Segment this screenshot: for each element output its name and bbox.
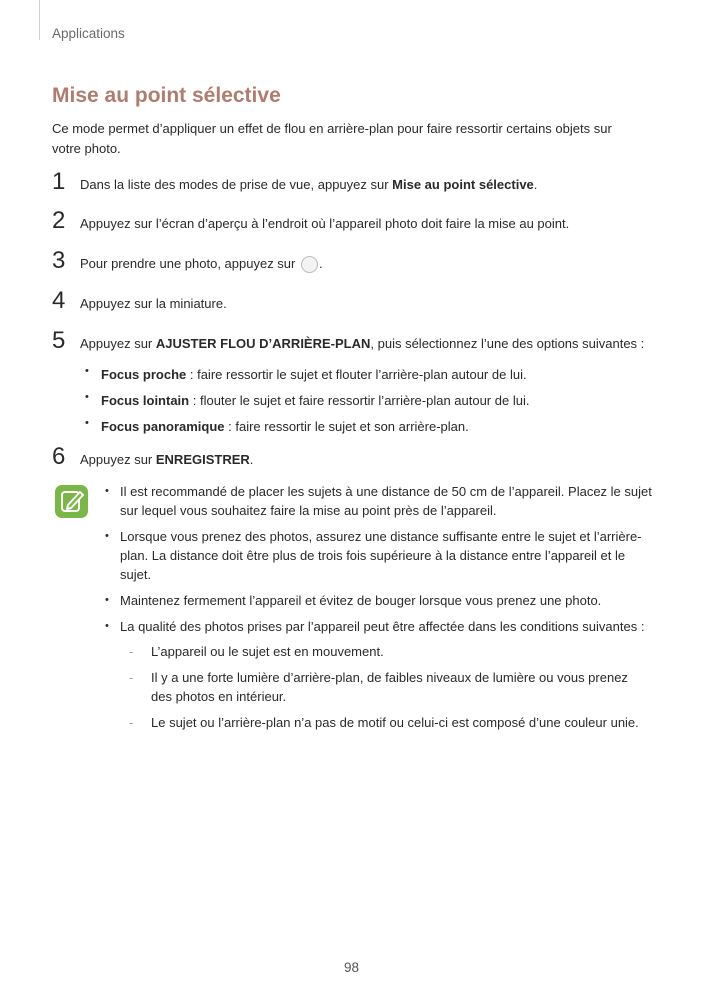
step-text-after: . bbox=[318, 256, 323, 271]
intro-paragraph: Ce mode permet d’appliquer un effet de flou en arrière-plan pour faire ressortir certains objets sur votre photo. bbox=[52, 121, 612, 156]
bullet-dot-icon: • bbox=[105, 530, 109, 542]
page-title: Mise au point sélective bbox=[52, 84, 281, 107]
step-text-bold: AJUSTER FLOU D’ARRIÈRE-PLAN bbox=[155, 336, 371, 351]
option-name: Focus lointain bbox=[101, 393, 190, 408]
condition-item bbox=[120, 642, 652, 661]
step-text bbox=[80, 256, 323, 273]
step-text-before: Appuyez sur bbox=[80, 336, 156, 351]
option-desc: : flouter le sujet et faire ressortir l’arrière-plan autour de lui. bbox=[189, 393, 530, 408]
notes-list bbox=[104, 482, 652, 739]
bullet-dot-icon: • bbox=[105, 594, 109, 606]
header-rule bbox=[39, 0, 40, 40]
condition-text: Le sujet ou l’arrière-plan n’a pas de motif ou celui-ci est composé d’une couleur unie. bbox=[151, 715, 639, 730]
dash-icon: - bbox=[129, 644, 134, 659]
step-text-before: Pour prendre une photo, appuyez sur bbox=[80, 256, 299, 271]
step-text: Appuyez sur l’écran d’aperçu à l’endroit où l’appareil photo doit faire la mise au point. bbox=[80, 216, 570, 231]
note-item bbox=[104, 527, 652, 584]
step-text-bold: ENREGISTRER bbox=[155, 452, 250, 467]
note-item bbox=[104, 591, 652, 610]
step-text bbox=[80, 177, 537, 192]
condition-text: L’appareil ou le sujet est en mouvement. bbox=[151, 644, 384, 659]
step-text bbox=[80, 452, 253, 467]
option-item bbox=[82, 393, 529, 419]
step-text: Appuyez sur la miniature. bbox=[80, 296, 227, 311]
option-name: Focus proche bbox=[101, 367, 187, 382]
bullet-dot-icon: • bbox=[105, 620, 109, 632]
note-item bbox=[104, 482, 652, 520]
step-text-before: Appuyez sur bbox=[80, 452, 156, 467]
step-number: 6 bbox=[52, 443, 66, 470]
note-item bbox=[104, 617, 652, 732]
step-number: 2 bbox=[52, 207, 66, 234]
bullet-dot-icon: • bbox=[85, 365, 89, 377]
condition-item bbox=[120, 668, 652, 706]
bullet-dot-icon: • bbox=[105, 485, 109, 497]
step-text-after: . bbox=[533, 177, 538, 192]
note-text: Il est recommandé de placer les sujets à une distance de 50 cm de l’appareil. Placez le sujet sur lequel vous souhaitez faire la mise au point près de l’appareil. bbox=[120, 484, 652, 518]
dash-icon: - bbox=[129, 715, 134, 730]
shutter-button-icon bbox=[301, 256, 318, 273]
option-item bbox=[82, 367, 529, 393]
step-number: 5 bbox=[52, 327, 66, 354]
option-desc: : faire ressortir le sujet et son arrière-plan. bbox=[224, 419, 469, 434]
step-text-after: . bbox=[249, 452, 254, 467]
page-number: 98 bbox=[343, 960, 360, 975]
note-text: Maintenez fermement l’appareil et évitez de bouger lorsque vous prenez une photo. bbox=[120, 593, 602, 608]
step-number: 4 bbox=[52, 287, 66, 314]
dash-icon: - bbox=[129, 670, 134, 685]
option-desc: : faire ressortir le sujet et flouter l’arrière-plan autour de lui. bbox=[186, 367, 527, 382]
step-number: 3 bbox=[52, 247, 66, 274]
step-text bbox=[80, 336, 644, 351]
condition-text: Il y a une forte lumière d’arrière-plan, de faibles niveaux de lumière ou vous prenez des photos en intérieur. bbox=[151, 670, 628, 704]
condition-item bbox=[120, 713, 652, 732]
note-text: La qualité des photos prises par l’appareil peut être affectée dans les conditions suivantes : bbox=[120, 619, 645, 634]
bullet-dot-icon: • bbox=[85, 417, 89, 429]
step-text-after: , puis sélectionnez l’une des options suivantes : bbox=[370, 336, 645, 351]
step-text-bold: Mise au point sélective bbox=[392, 177, 534, 192]
note-pencil-icon bbox=[55, 485, 88, 518]
section-header: Applications bbox=[52, 26, 125, 41]
step-text-before: Dans la liste des modes de prise de vue, appuyez sur bbox=[80, 177, 393, 192]
note-text: Lorsque vous prenez des photos, assurez une distance suffisante entre le sujet et l’arrière-plan. La distance doit être plus de trois fois supérieure à la distance entre l’appareil et le sujet. bbox=[120, 529, 642, 582]
bullet-dot-icon: • bbox=[85, 391, 89, 403]
option-name: Focus panoramique bbox=[101, 419, 225, 434]
option-item bbox=[82, 419, 529, 445]
options-list bbox=[82, 367, 529, 445]
step-number: 1 bbox=[52, 168, 66, 195]
conditions-list bbox=[120, 642, 652, 732]
